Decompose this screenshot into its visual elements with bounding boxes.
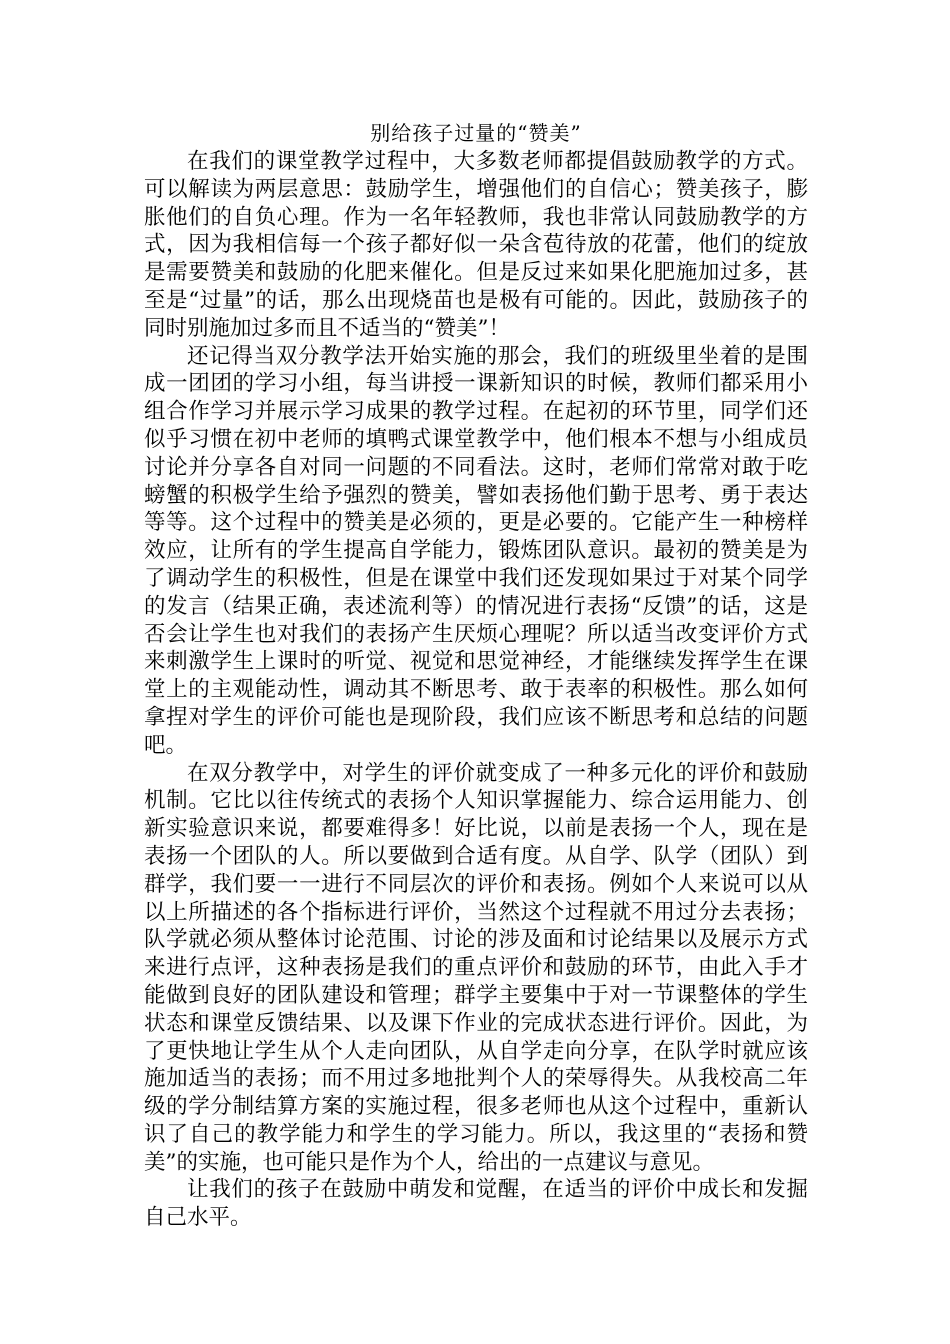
paragraph-1: 在我们的课堂教学过程中，大多数老师都提倡鼓励教学的方式。可以解读为两层意思：鼓励学生，增强他们的自信心；赞美孩子，膨胀他们的自负心理。作为一名年轻教师，我也非常认同鼓励教学的方式，因为我相信每一个孩子都好似一朵含苞待放的花蕾，他们的绽放是需要赞美和鼓励的化肥来催化。但是反过来如果化肥施加过多，甚至是“过量”的话，那么出现烧苗也是极有可能的。因此，鼓励孩子的同时别施加过多而且不适当的“赞美”！ xyxy=(144,149,808,341)
document-page xyxy=(144,118,808,1232)
paragraph-2: 还记得当双分教学法开始实施的那会，我们的班级里坐着的是围成一团团的学习小组，每当讲授一课新知识的时候，教师们都采用小组合作学习并展示学习成果的教学过程。在起初的环节里，同学们还似乎习惯在初中老师的填鸭式课堂教学中，他们根本不想与小组成员讨论并分享各自对同一问题的不同看法。这时，老师们常常对敢于吃螃蟹的积极学生给予强烈的赞美，譬如表扬他们勤于思考、勇于表达等等。这个过程中的赞美是必须的，更是必要的。它能产生一种榜样效应，让所有的学生提高自学能力，锻炼团队意识。最初的赞美是为了调动学生的积极性，但是在课堂中我们还发现如果过于对某个同学的发言（结果正确，表述流利等）的情况进行表扬“反馈”的话，这是否会让学生也对我们的表扬产生厌烦心理呢？所以适当改变评价方式来刺激学生上课时的听觉、视觉和思觉神经，才能继续发挥学生在课堂上的主观能动性，调动其不断思考、敢于表率的积极性。那么如何拿捏对学生的评价可能也是现阶段，我们应该不断思考和总结的问题吧。 xyxy=(144,343,808,758)
paragraph-4: 让我们的孩子在鼓励中萌发和觉醒，在适当的评价中成长和发掘自己水平。 xyxy=(144,1177,808,1231)
paragraph-3: 在双分教学中，对学生的评价就变成了一种多元化的评价和鼓励机制。它比以往传统式的表扬个人知识掌握能力、综合运用能力、创新实验意识来说，都要难得多！好比说，以前是表扬一个人，现在是表扬一个团队的人。所以要做到合适有度。从自学、队学（团队）到群学，我们要一一进行不同层次的评价和表扬。例如个人来说可以从以上所描述的各个指标进行评价，当然这个过程就不用过分去表扬；队学就必须从整体讨论范围、讨论的涉及面和讨论结果以及展示方式来进行点评，这种表扬是我们的重点评价和鼓励的环节，由此入手才能做到良好的团队建设和管理；群学主要集中于对一节课整体的学生状态和课堂反馈结果、以及课下作业的完成状态进行评价。因此，为了更快地让学生从个人走向团队，从自学走向分享，在队学时就应该施加适当的表扬；而不用过多地批判个人的荣辱得失。从我校高二年级的学分制结算方案的实施过程，很多老师也从这个过程中，重新认识了自己的教学能力和学生的学习能力。所以，我这里的“表扬和赞美”的实施，也可能只是作为个人，给出的一点建议与意见。 xyxy=(144,760,808,1175)
document-title: 别给孩子过量的“赞美” xyxy=(370,121,582,145)
